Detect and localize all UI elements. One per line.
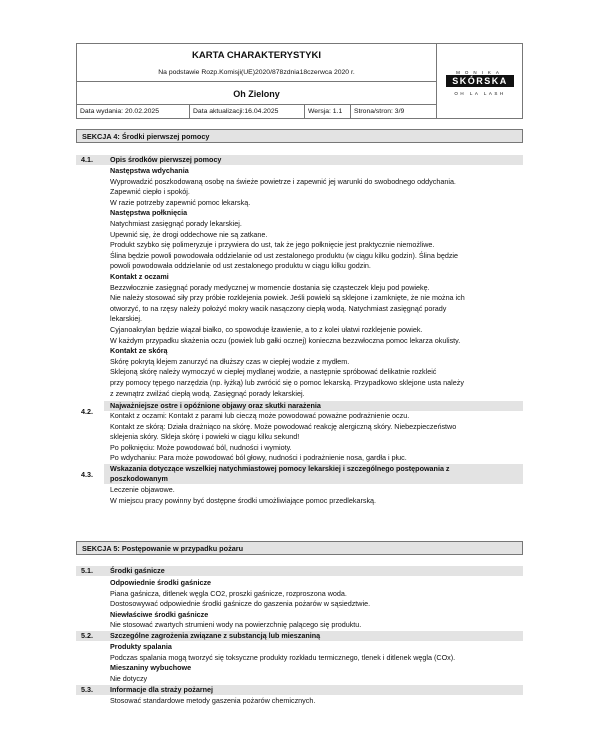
body-text-line: W każdym przypadku skażenia oczu (powiek lub gałki ocznej) konieczna bezzwłoczna pomoc lekarza okulisty. (110, 335, 461, 345)
body-text-line: Nie dotyczy (110, 673, 148, 683)
subsection-title: Środki gaśnicze (110, 566, 165, 575)
header-left (77, 44, 437, 118)
page-number: Strona/stron: 3/9 (354, 108, 405, 115)
subsection-title: Opis środków pierwszej pomocy (110, 155, 222, 164)
product-name: Oh Zielony (77, 81, 436, 105)
body-text-line: Leczenie objawowe. (110, 485, 175, 494)
body-text-line: Kontakt ze skórą: Działa drażniąco na skórę. Może powodować reakcję alergiczną skóry. Niebezpieczeństwo (110, 421, 457, 431)
body-text-line: Nie stosować zwartych strumieni wody na powierzchnię palącego się produktu. (110, 620, 362, 630)
body-text-line: powoli powodowała oddzielanie od ust zestalonego produktu w ciągu kilku godzin. (110, 261, 371, 271)
subheading: Następstwa połknięcia (110, 208, 188, 218)
body-text-line: Wyprowadzić poszkodowaną osobę na świeże powietrze i zapewnić jej warunki do swobodnego oddychania. (110, 176, 456, 186)
subheading: Niewłaściwe środki gaśnicze (110, 609, 209, 619)
section-5-header: SEKCJA 5: Postępowanie w przypadku pożaru (76, 541, 523, 555)
subsection-5-2-header (76, 631, 523, 641)
subsection-title: Informacje dla straży pożarnej (110, 685, 214, 694)
brand-logo (437, 44, 523, 118)
body-text-line: otworzyć, to na rzęsy należy położyć mokry wacik nasączony ciepłą wodą. Natychmiast zasięgnąć porady (110, 303, 447, 313)
subsection-number-4-2: 4.2. (81, 407, 93, 416)
subsection-4-3-header (104, 464, 523, 484)
body-text-line: przy pomocy tępego narzędzia (np. łyżką) lub zwrócić się o pomoc lekarską. Przypadkowo sklejone usta należy (110, 378, 464, 387)
body-text-line: W razie potrzeby zapewnić pomoc lekarską. (110, 197, 251, 207)
body-text-line: Po połknięciu: Może powodować ból, nudności i wymioty. (110, 442, 292, 452)
subheading: Odpowiednie środki gaśnicze (110, 578, 212, 587)
subheading: Kontakt z oczami (110, 272, 169, 281)
body-text-line: lekarskiej. (110, 314, 142, 324)
subsection-number: 4.1. (81, 155, 93, 164)
body-text-line: Bezzwłocznie zasięgnąć porady medycznej w momencie dostania się cząsteczek kleju pod powiekę. (110, 282, 430, 292)
subsection-title-line-1: Wskazania dotyczące wszelkiej natychmiastowej pomocy lekarskiej i szczególnego postępowania z (110, 464, 450, 473)
update-date: Data aktualizacji:16.04.2025 (190, 105, 305, 119)
subsection-title-line-2: poszkodowanym (110, 474, 168, 483)
regulation-note: Na podstawie Rozp.Komisji(UE)2020/878zdnia18czerwca 2020 r. (158, 69, 355, 76)
logo-bottom-text: OH LA LASH (454, 91, 506, 96)
body-text-line: z zewnątrz zwilżać ciepłą wodą. Zasięgnąć porady lekarskiej. (110, 388, 305, 398)
body-text-line: Nie należy stosować siły przy próbie rozklejenia powiek. Jeśli powieki są sklejone i zamknięte, że nie można ich (110, 293, 465, 303)
body-text-line: Produkt szybko się polimeryzuje i przywiera do ust, tak że jego połknięcie jest praktycznie niemożliwe. (110, 240, 435, 250)
subsection-title: Najważniejsze ostre i opóźnione objawy oraz skutki narażenia (110, 401, 321, 410)
body-text-line: Podczas spalania mogą tworzyć się toksyczne produkty rozkładu termicznego, tlenek i ditlenek węgla (COx). (110, 652, 456, 662)
logo-name: SKÓRSKA (446, 75, 514, 87)
subsection-number: 5.1. (81, 566, 93, 575)
version: Wersja: 1.1 (305, 105, 351, 119)
subheading: Kontakt ze skórą (110, 346, 168, 356)
body-text-line: Dostosowywać odpowiednie środki gaśnicze do gaszenia pożarów w sąsiedztwie. (110, 599, 371, 609)
subsection-number-4-3: 4.3. (81, 470, 93, 479)
subsection-5-3-header (76, 685, 523, 695)
subheading: Produkty spalania (110, 642, 172, 651)
body-text-line: Skórę pokrytą klejem zanurzyć na dłuższy czas w ciepłej wodzie z mydłem. (110, 356, 350, 366)
subsection-5-1-header (76, 566, 523, 576)
meta-row (77, 105, 436, 119)
body-text-line: Zapewnić ciepło i spokój. (110, 187, 190, 197)
subsection-4-1-header (76, 155, 523, 165)
subsection-4-2-header (104, 401, 523, 411)
body-text-line: Po wdychaniu: Para może powodować ból głowy, nudności i podrażnienie nosa, gardła i płuc. (110, 453, 407, 463)
section-4-header: SEKCJA 4: Środki pierwszej pomocy (76, 129, 523, 143)
body-text-line: Natychmiast zasięgnąć porady lekarskiej. (110, 219, 242, 228)
document-title: KARTA CHARAKTERYSTYKI (192, 50, 321, 61)
subheading: Następstwa wdychania (110, 166, 189, 175)
body-text-line: W miejscu pracy powinny być dostępne środki umożliwiające pomoc przedlekarską. (110, 495, 377, 505)
subsection-title: Szczególne zagrożenia związane z substancją lub mieszaniną (110, 631, 321, 640)
body-text-line: Sklejoną skórę należy wymoczyć w ciepłej mydlanej wodzie, a następnie spróbować delikatnie rozkleić (110, 367, 437, 377)
subsection-number: 5.2. (81, 631, 93, 640)
document-header (76, 43, 523, 119)
body-text-line: Stosować standardowe metody gaszenia pożarów chemicznych. (110, 696, 316, 705)
logo-top-text: MONIKA (456, 70, 504, 75)
body-text-line: Upewnić się, że drogi oddechowe nie są zatkane. (110, 229, 268, 239)
body-text-line: Kontakt z oczami: Kontakt z parami lub cieczą może powodować poważne podrażnienie oczu. (110, 411, 410, 420)
issue-date: Data wydania: 20.02.2025 (77, 105, 190, 119)
body-text-line: Piana gaśnicza, ditlenek węgla CO2, proszki gaśnicze, rozproszona woda. (110, 588, 347, 598)
body-text-line: sklejenia skóry. Skleja skórę i powieki w ciągu kilku sekund! (110, 432, 300, 442)
body-text-line: Ślina będzie powoli powodowała oddzielanie od ust zestalonego produktu (w ciągu kilku godzin). Ślina będzie (110, 250, 459, 260)
body-text-line: Cyjanoakrylan będzie wiązał białko, co spowoduje łzawienie, a to z kolei ułatwi rozklejenie powiek. (110, 325, 423, 334)
subsection-number: 5.3. (81, 685, 93, 694)
subheading: Mieszaniny wybuchowe (110, 663, 192, 673)
